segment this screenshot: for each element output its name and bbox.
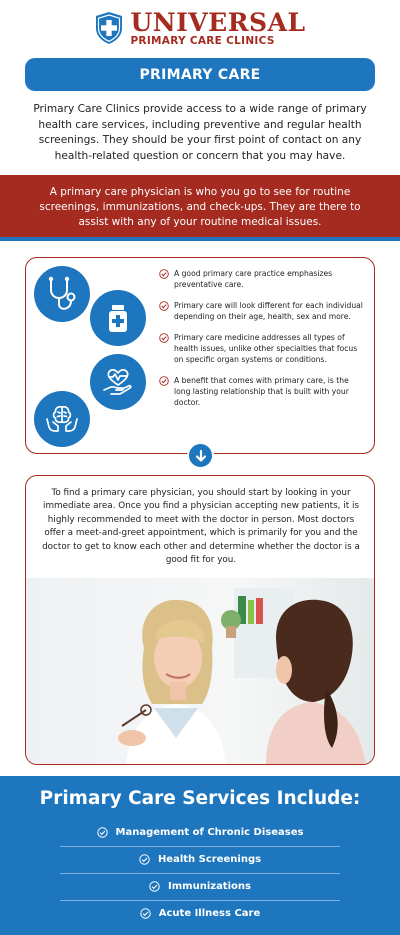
list-item-text: A benefit that comes with primary care, is the long lasting relationship that is built with your doctor. xyxy=(174,376,349,407)
divider xyxy=(60,900,340,901)
list-item xyxy=(159,332,367,365)
service-label: Management of Chronic Diseases xyxy=(115,826,304,838)
list-item xyxy=(159,300,367,322)
list-item xyxy=(159,268,367,290)
list-item-text: A good primary care practice emphasizes preventative care. xyxy=(174,269,333,289)
medical-cross-shield-icon xyxy=(94,11,124,45)
services-section xyxy=(0,776,400,935)
list-item xyxy=(159,375,367,408)
brain-hands-icon xyxy=(34,391,90,447)
logo xyxy=(0,8,400,48)
check-circle-icon xyxy=(159,269,169,279)
check-circle-icon xyxy=(97,827,108,838)
service-label: Acute Illness Care xyxy=(158,907,261,919)
medicine-bottle-icon xyxy=(90,290,146,346)
highlight-band xyxy=(0,175,400,237)
section-banner xyxy=(25,58,375,91)
finding-paragraph: To find a primary care physician, you should start by looking in your immediate area. Once you find a physician accepting new patients, it is highly recommended to meet with the doctor in person. Most doctors offer a meet-and-greet appointment, which is primarily for you and the doctor to get to know each other and determine whether the doctor is a good fit for you. xyxy=(42,488,360,566)
check-circle-icon xyxy=(149,881,160,892)
list-item-text: Primary care will look different for each individual depending on their age, health, sex and more. xyxy=(174,301,363,321)
intro-paragraph: Primary Care Clinics provide access to a wide range of primary health care services, including preventive and regular health screenings. They should be your first point of contact on any health-related question or concern that you may have. xyxy=(33,103,367,162)
benefits-card xyxy=(25,257,375,454)
highlight-text: A primary care physician is who you go to see for routine screenings, immunizations, and check-ups. They are there to assist with any of your routine medical issues. xyxy=(39,186,361,228)
logo-title: UNIVERSAL xyxy=(130,7,306,37)
list-item-text: Primary care medicine addresses all types of health issues, unlike other specialties that focus on specific organ systems or conditions. xyxy=(174,333,358,364)
divider xyxy=(0,237,400,241)
service-item xyxy=(60,822,340,842)
service-item xyxy=(60,876,340,896)
benefits-list xyxy=(159,268,367,418)
service-item xyxy=(60,849,340,869)
doctor-consultation-photo xyxy=(26,578,375,765)
divider xyxy=(60,846,340,847)
check-circle-icon xyxy=(159,333,169,343)
banner-title: PRIMARY CARE xyxy=(139,66,261,83)
service-label: Health Screenings xyxy=(157,853,262,865)
logo-subtitle: PRIMARY CARE CLINICS xyxy=(130,34,275,47)
finding-physician-card xyxy=(25,475,375,765)
heart-hand-icon xyxy=(90,354,146,410)
services-title: Primary Care Services Include: xyxy=(39,788,361,809)
check-circle-icon xyxy=(140,908,151,919)
check-circle-icon xyxy=(139,854,150,865)
check-circle-icon xyxy=(159,301,169,311)
arrow-down-icon xyxy=(187,442,214,469)
stethoscope-icon xyxy=(34,266,90,322)
service-item xyxy=(60,903,340,923)
service-label: Immunizations xyxy=(168,880,251,892)
check-circle-icon xyxy=(159,376,169,386)
divider xyxy=(60,873,340,874)
